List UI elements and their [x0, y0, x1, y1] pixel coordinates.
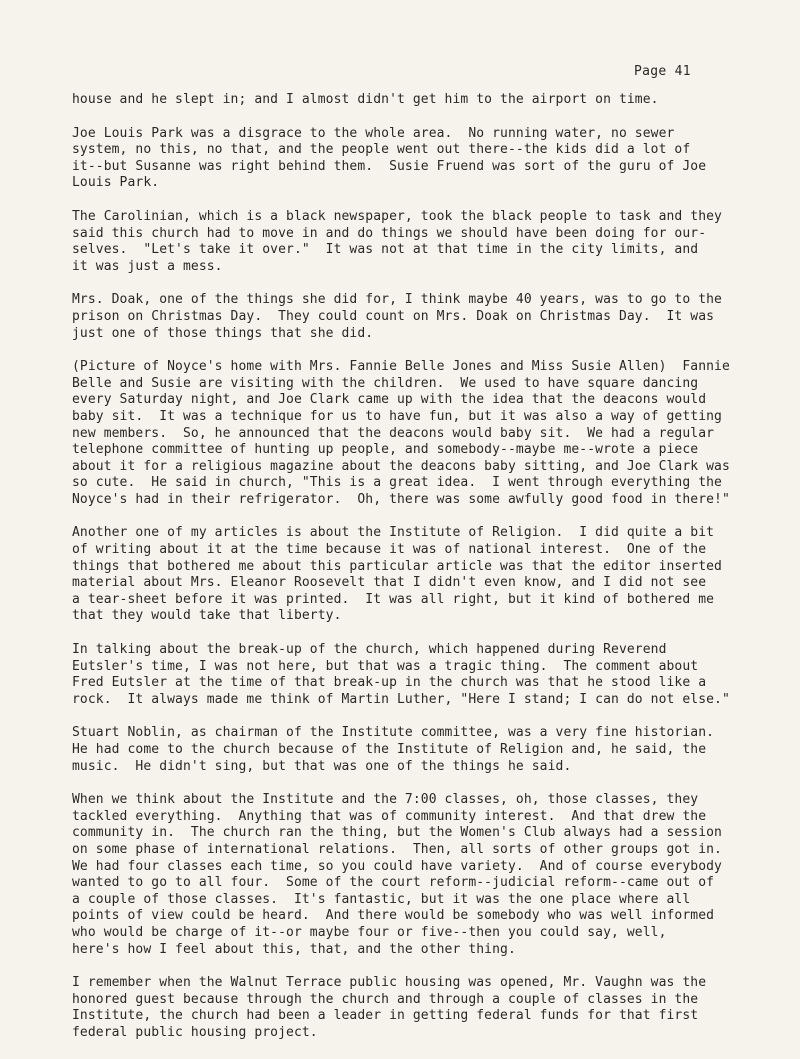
- paragraph: (Picture of Noyce's home with Mrs. Fannie Belle Jones and Miss Susie Allen) Fannie Belle and Susie are visiting with the children. We used to have square dancing every Saturday night, and Joe Clark came up with the idea that the deacons would baby sit. It was a technique for us to have fun, but it was also a way of getting new members. So, he announced that the deacons would baby sit. We had a regular telephone committee of hunting up people, and somebody--maybe me--wrote a piece about it for a religious magazine about the deacons baby sitting, and Joe Clark was so cute. He said in church, "This is a great idea. I went through everything the Noyce's had in their refrigerator. Oh, there was some awfully good food in there!": [72, 359, 730, 507]
- paragraph: When we think about the Institute and the 7:00 classes, oh, those classes, they tackled everything. Anything that was of community interest. And that drew the community in. The church ran the thing, but the Women's Club always had a session on some phase of international relations. Then, all sorts of other groups got in. We had four classes each time, so you could have variety. And of course everybody wanted to go to all four. Some of the court reform--judicial reform--came out of a couple of those classes. It's fantastic, but it was the one place where all points of view could be heard. And there would be somebody who was well informed who would be charge of it--or maybe four or five--then you could say, well, here's how I feel about this, that, and the other thing.: [72, 792, 722, 957]
- paragraph: Another one of my articles is about the Institute of Religion. I did quite a bit of writing about it at the time because it was of national interest. One of the things that bothered me about this particular article was that the editor inserted material about Mrs. Eleanor Roosevelt that I didn't even know, and I did not see a tear-sheet before it was printed. It was all right, but it kind of bothered me that they would take that liberty.: [72, 525, 722, 624]
- page-number: Page 41: [634, 64, 691, 79]
- page-body: [72, 92, 752, 1059]
- paragraph: The Carolinian, which is a black newspaper, took the black people to task and they said this church had to move in and do things we should have been doing for our- selves. "Let's take it over." It was not at that time in the city limits, and it was just a mess.: [72, 208, 722, 274]
- paragraph: I remember when the Walnut Terrace public housing was opened, Mr. Vaughn was the honored guest because through the church and through a couple of classes in the Institute, the church had been a leader in getting federal funds for that first federal public housing project.: [72, 975, 707, 1040]
- paragraph: Joe Louis Park was a disgrace to the whole area. No running water, no sewer system, no this, no that, and the people went out there--the kids did a lot of it--but Susanne was right behind them. Susie Fruend was sort of the guru of Joe Louis Park.: [72, 125, 707, 191]
- paragraph: house and he slept in; and I almost didn't get him to the airport on time.: [72, 92, 659, 107]
- paragraph: Mrs. Doak, one of the things she did for, I think maybe 40 years, was to go to the prison on Christmas Day. They could count on Mrs. Doak on Christmas Day. It was just one of those things that she did.: [72, 292, 722, 341]
- paragraph: Stuart Noblin, as chairman of the Institute committee, was a very fine historian. He had come to the church because of the Institute of Religion and, he said, the music. He didn't sing, but that was one of the things he said.: [72, 725, 715, 774]
- paragraph: In talking about the break-up of the church, which happened during Reverend Eutsler's time, I was not here, but that was a tragic thing. The comment about Fred Eutsler at the time of that break-up in the church was that he stood like a rock. It always made me think of Martin Luther, "Here I stand; I can do not else.": [72, 642, 730, 707]
